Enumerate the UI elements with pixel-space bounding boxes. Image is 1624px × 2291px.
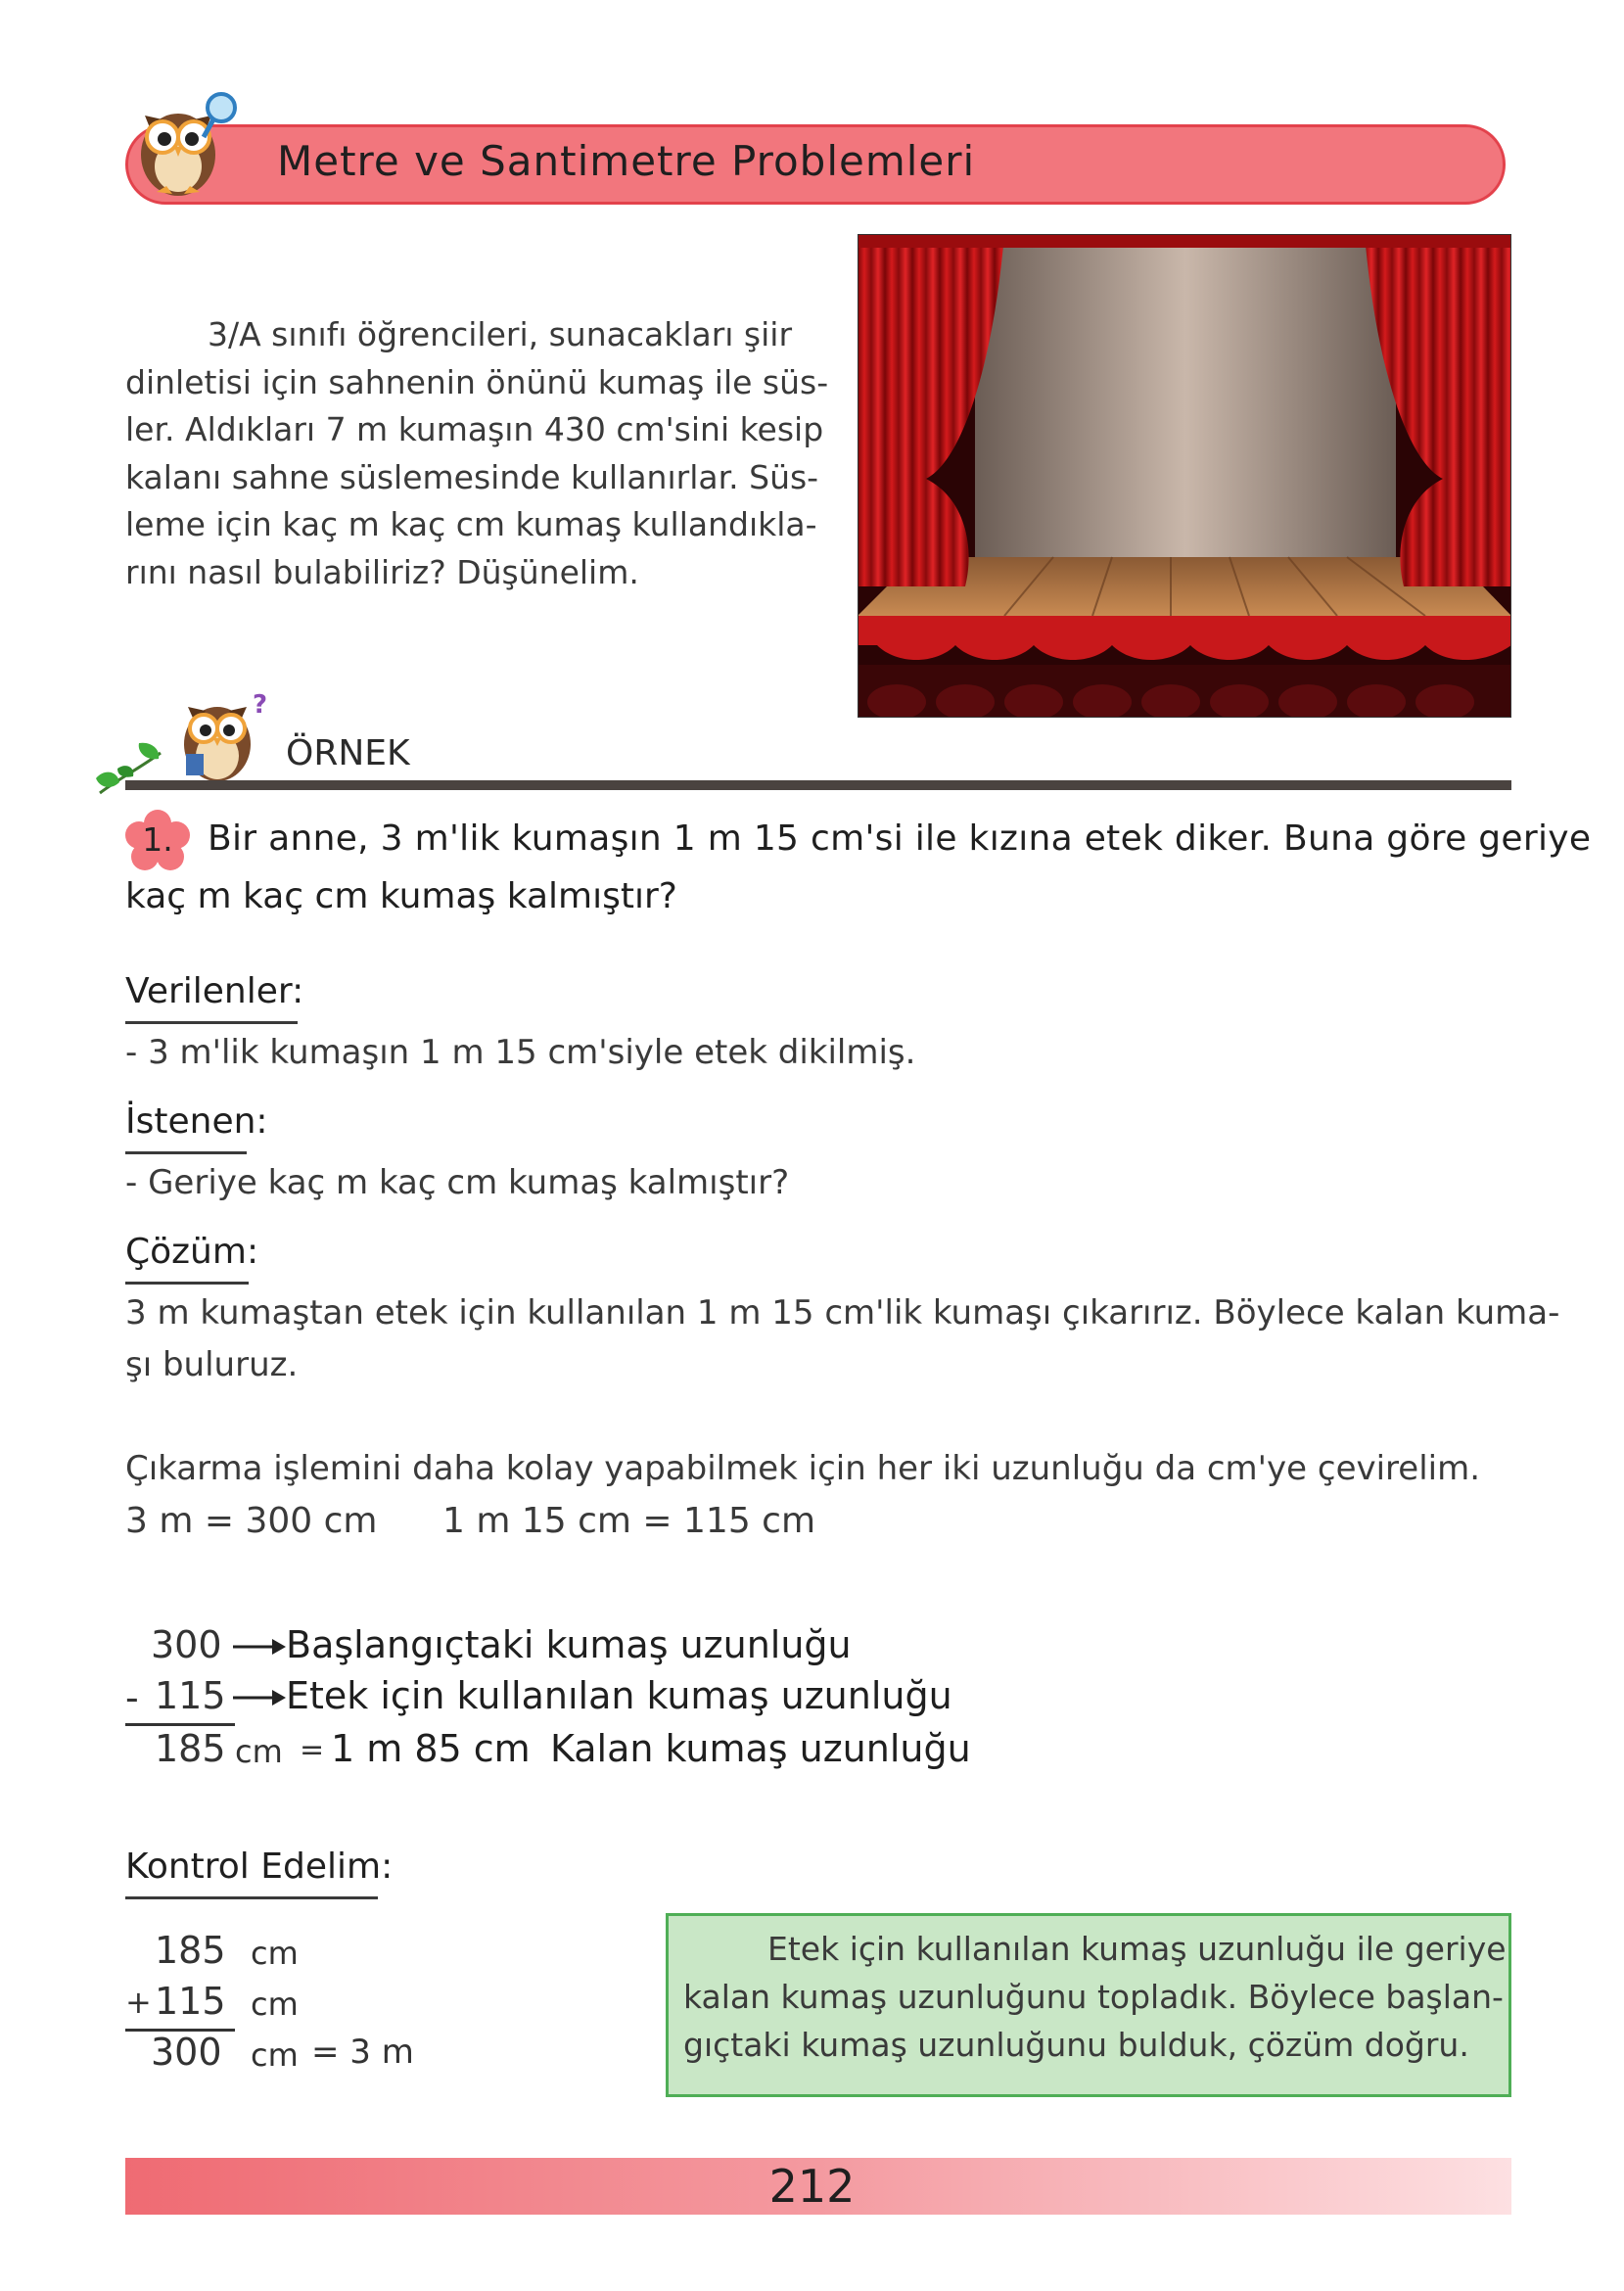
solution-text: şı buluruz. (125, 1345, 299, 1384)
given-text: - 3 m'lik kumaşın 1 m 15 cm'siyle etek dikilmiş. (125, 1033, 916, 1072)
explanation-line: Etek için kullanılan kumaş uzunluğu ile geriye (767, 1930, 1507, 1968)
example-label: ÖRNEK (286, 733, 410, 773)
addend-a-unit: cm (251, 1935, 299, 1972)
intro-line: kalanı sahne süslemesinde kullanırlar. Süs- (125, 457, 819, 496)
intro-paragraph (125, 311, 829, 596)
addend-b: 115 (155, 1980, 226, 2023)
check-heading: Kontrol Edelim: (125, 1847, 394, 1887)
asked-text: - Geriye kaç m kaç cm kumaş kalmıştır? (125, 1163, 790, 1202)
question-text: kaç m kaç cm kumaş kalmıştır? (125, 876, 677, 916)
asked-underline (125, 1151, 247, 1154)
example-number: 1. (142, 820, 173, 859)
convert-a: 3 m = 300 cm (125, 1501, 378, 1541)
intro-line: leme için kaç m kaç cm kumaş kullandıkla- (125, 505, 817, 543)
minuend-label: Başlangıçtaki kumaş uzunluğu (286, 1623, 852, 1666)
addend-a: 185 (155, 1929, 226, 1972)
difference-unit: cm (235, 1733, 283, 1770)
intro-line: rını nasıl bulabiliriz? Düşünelim. (125, 552, 639, 591)
page-title: Metre ve Santimetre Problemleri (277, 137, 976, 185)
owl-question-icon (170, 689, 273, 787)
subtraction-line (125, 1723, 235, 1726)
asked-heading: İstenen: (125, 1101, 268, 1142)
difference-label: Kalan kumaş uzunluğu (550, 1727, 971, 1770)
sum-converted: = 3 m (311, 2033, 414, 2072)
explanation-line: kalan kumaş uzunluğunu topladık. Böylece başlan- (683, 1978, 1504, 2016)
check-underline (125, 1896, 378, 1899)
explanation-text (683, 1925, 1507, 2069)
solution-underline (125, 1282, 249, 1285)
stage-curtain-image (858, 234, 1511, 718)
intro-line: 3/A sınıfı öğrencileri, sunacakları şiir (208, 315, 793, 353)
given-underline (125, 1021, 298, 1024)
page-number: 212 (768, 2160, 856, 2213)
convert-b: 1 m 15 cm = 115 cm (442, 1501, 816, 1541)
svg-text:?: ? (253, 690, 268, 720)
example-divider (125, 780, 1511, 790)
convert-text: Çıkarma işlemini daha kolay yapabilmek için her iki uzunluğu da cm'ye çevirelim. (125, 1449, 1481, 1488)
difference-converted: 1 m 85 cm (331, 1727, 531, 1770)
minus-sign: - (125, 1676, 139, 1719)
given-heading: Verilenler: (125, 971, 304, 1011)
solution-heading: Çözüm: (125, 1232, 259, 1272)
intro-line: dinletisi için sahnenin önünü kumaş ile süs- (125, 362, 829, 401)
sum: 300 (151, 2031, 222, 2074)
owl-magnifier-icon (123, 86, 241, 204)
difference: 185 (155, 1727, 226, 1770)
explanation-line: gıçtaki kumaş uzunluğunu bulduk, çözüm doğru. (683, 2026, 1469, 2064)
sum-unit: cm (251, 2036, 299, 2074)
solution-text: 3 m kumaştan etek için kullanılan 1 m 15 cm'lik kumaşı çıkarırız. Böylece kalan kuma- (125, 1293, 1560, 1333)
arrow-right-icon (233, 1686, 286, 1709)
minuend: 300 (151, 1623, 222, 1666)
intro-line: ler. Aldıkları 7 m kumaşın 430 cm'sini kesip (125, 410, 824, 448)
question-text: Bir anne, 3 m'lik kumaşın 1 m 15 cm'si ile kızına etek diker. Buna göre geriye (208, 818, 1592, 859)
arrow-right-icon (233, 1635, 286, 1659)
equals-sign: = (300, 1733, 325, 1767)
subtrahend-label: Etek için kullanılan kumaş uzunluğu (286, 1674, 952, 1717)
plus-sign: + (125, 1984, 152, 2021)
subtrahend: 115 (155, 1674, 226, 1717)
addend-b-unit: cm (251, 1986, 299, 2023)
